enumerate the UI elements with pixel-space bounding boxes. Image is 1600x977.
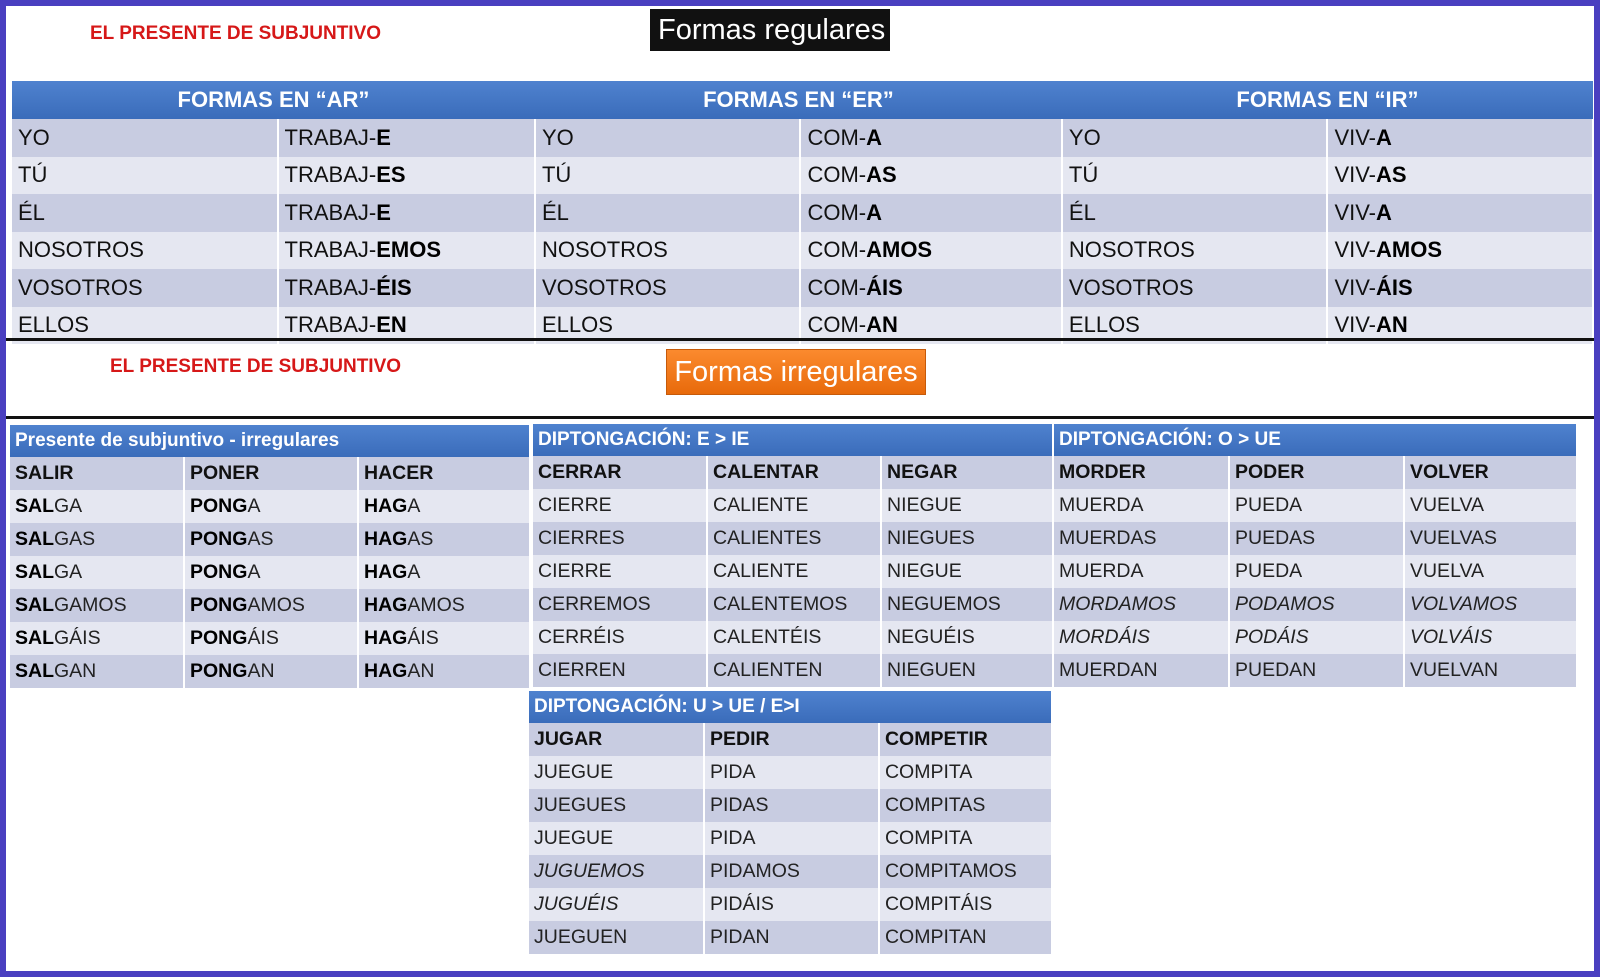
verb-ending: A: [866, 199, 882, 225]
verb-ending: GA: [54, 561, 83, 583]
irregular-forms-badge: Formas irregulares: [666, 349, 926, 395]
conjugation-cell: [10, 523, 184, 556]
regular-forms-table: [12, 81, 1594, 344]
verb-ending: ÁIS: [866, 274, 903, 300]
conjugation-cell: PUEDAN: [1229, 654, 1404, 687]
pronoun-cell: NOSOTROS: [1062, 232, 1328, 270]
conjugation-cell: PIDA: [704, 756, 879, 789]
pronoun-cell: VOSOTROS: [535, 269, 801, 307]
regular-forms-badge: Formas regulares: [650, 9, 890, 51]
verb-stem: TRABAJ-: [284, 312, 377, 338]
conjugation-cell-ar: [278, 269, 535, 307]
conjugation-cell: MUERDA: [1054, 489, 1229, 522]
table-row: [12, 194, 1593, 232]
verb-ending: ÁIS: [407, 627, 439, 649]
pronoun-cell: ELLOS: [1062, 307, 1328, 345]
table-row: [529, 756, 1052, 789]
verb-header: CERRAR: [533, 456, 707, 489]
irregular-heading: EL PRESENTE DE SUBJUNTIVO: [110, 356, 402, 377]
table-row: [533, 588, 1053, 621]
conjugation-cell: MORDAMOS: [1054, 588, 1229, 621]
slide: [6, 6, 1594, 971]
section-divider: [6, 338, 1594, 341]
verb-header: JUGAR: [529, 723, 704, 756]
verb-header-row: [529, 723, 1052, 756]
pronoun-cell: TÚ: [12, 157, 278, 195]
pronoun-cell: ELLOS: [12, 307, 278, 345]
diphthong-u-ue-table: [529, 691, 1053, 954]
table-row: [10, 490, 530, 523]
conjugation-cell-er: [800, 157, 1061, 195]
verb-header-row: [1054, 456, 1577, 489]
table-title: DIPTONGACIÓN: U > UE / E>I: [529, 691, 1052, 723]
conjugation-cell: [358, 622, 530, 655]
conjugation-cell-ir: [1327, 194, 1593, 232]
verb-ending: AMOS: [407, 594, 465, 616]
group-ar-header: FORMAS EN “AR”: [12, 81, 535, 119]
verb-header: HACER: [358, 457, 530, 490]
verb-stem: PONG: [190, 528, 248, 550]
verb-ending: EMOS: [376, 237, 441, 263]
verb-stem: TRABAJ-: [284, 274, 377, 300]
verb-stem: PONG: [190, 594, 248, 616]
verb-ending: E: [376, 199, 391, 225]
verb-stem: COM-: [807, 312, 867, 338]
conjugation-cell: PUEDA: [1229, 555, 1404, 588]
pronoun-cell: ÉL: [1062, 194, 1328, 232]
verb-stem: PONG: [190, 495, 248, 517]
table-row: [12, 157, 1593, 195]
pronoun-cell: ÉL: [12, 194, 278, 232]
conjugation-cell: CIERRE: [533, 489, 707, 522]
conjugation-cell: JUGUEMOS: [529, 855, 704, 888]
verb-stem: HAG: [364, 528, 408, 550]
verb-header: PONER: [184, 457, 358, 490]
verb-ending: GAN: [54, 660, 97, 682]
table-row: [529, 921, 1052, 954]
conjugation-cell: CALIENTES: [707, 522, 881, 555]
table-row: [1054, 654, 1577, 687]
conjugation-cell: MUERDAS: [1054, 522, 1229, 555]
verb-stem: TRABAJ-: [284, 124, 377, 150]
conjugation-cell: MORDÁIS: [1054, 621, 1229, 654]
table-row: [10, 556, 530, 589]
verb-ending: GA: [54, 495, 83, 517]
verb-ending: A: [247, 561, 261, 583]
diphthong-e-ie-table: [533, 424, 1054, 687]
conjugation-cell: VUELVA: [1404, 555, 1577, 588]
conjugation-cell-er: [800, 119, 1061, 157]
conjugation-cell: [184, 490, 358, 523]
conjugation-cell: VUELVA: [1404, 489, 1577, 522]
verb-header: CALENTAR: [707, 456, 881, 489]
verb-ending: A: [247, 495, 261, 517]
conjugation-cell-er: [800, 232, 1061, 270]
conjugation-cell: [184, 556, 358, 589]
verb-ending: A: [866, 124, 882, 150]
pronoun-cell: YO: [12, 119, 278, 157]
conjugation-cell: MUERDA: [1054, 555, 1229, 588]
conjugation-cell: COMPITAMOS: [879, 855, 1052, 888]
verb-ending: AN: [1376, 312, 1408, 338]
conjugation-cell: JUEGUEN: [529, 921, 704, 954]
verb-stem: TRABAJ-: [284, 237, 377, 263]
table-row: [529, 855, 1052, 888]
verb-stem: SAL: [15, 561, 54, 583]
conjugation-cell: VUELVAS: [1404, 522, 1577, 555]
table-row: [533, 555, 1053, 588]
table-row: [529, 888, 1052, 921]
verb-stem: SAL: [15, 495, 54, 517]
verb-ending: A: [1376, 199, 1392, 225]
verb-ending: E: [376, 124, 391, 150]
verb-stem: VIV-: [1334, 274, 1377, 300]
conjugation-cell: [10, 655, 184, 688]
table-title-row: [1054, 424, 1577, 456]
verb-stem: HAG: [364, 660, 408, 682]
verb-stem: SAL: [15, 528, 54, 550]
verb-ending: AS: [866, 162, 897, 188]
verb-ending: GAMOS: [54, 594, 127, 616]
conjugation-cell: PIDA: [704, 822, 879, 855]
conjugation-cell: NIEGUES: [881, 522, 1053, 555]
verb-ending: GÁIS: [54, 627, 101, 649]
verb-stem: PONG: [190, 660, 248, 682]
verb-stem: VIV-: [1334, 199, 1377, 225]
verb-stem: COM-: [807, 237, 867, 263]
table-row: [533, 654, 1053, 687]
verb-stem: VIV-: [1334, 124, 1377, 150]
pronoun-cell: TÚ: [535, 157, 801, 195]
table-row: [1054, 588, 1577, 621]
verb-stem: SAL: [15, 594, 54, 616]
conjugation-cell: NIEGUEN: [881, 654, 1053, 687]
conjugation-cell: CALIENTE: [707, 555, 881, 588]
verb-ending: AN: [866, 312, 898, 338]
verb-stem: HAG: [364, 627, 408, 649]
pronoun-cell: VOSOTROS: [12, 269, 278, 307]
table-row: [12, 119, 1593, 157]
group-ir-header: FORMAS EN “IR”: [1062, 81, 1593, 119]
table-title-row: [529, 691, 1052, 723]
verb-ending: AS: [407, 528, 434, 550]
pronoun-cell: NOSOTROS: [535, 232, 801, 270]
verb-ending: AMOS: [866, 237, 933, 263]
verb-header: PEDIR: [704, 723, 879, 756]
conjugation-cell: PODAMOS: [1229, 588, 1404, 621]
verb-stem: COM-: [807, 199, 867, 225]
verb-stem: COM-: [807, 162, 867, 188]
table-row: [10, 655, 530, 688]
table-row: [533, 522, 1053, 555]
verb-ending: AN: [407, 660, 435, 682]
table-row: [10, 622, 530, 655]
verb-header: SALIR: [10, 457, 184, 490]
conjugation-cell: CERREMOS: [533, 588, 707, 621]
table-title-row: [10, 425, 530, 457]
table-row: [10, 589, 530, 622]
verb-header: VOLVER: [1404, 456, 1577, 489]
conjugation-cell-er: [800, 269, 1061, 307]
conjugation-cell: CALIENTE: [707, 489, 881, 522]
conjugation-cell: JUGUÉIS: [529, 888, 704, 921]
table-row: [533, 489, 1053, 522]
verb-stem: SAL: [15, 660, 54, 682]
regular-group-header: [12, 81, 1593, 119]
section-divider: [6, 416, 1594, 419]
verb-header: MORDER: [1054, 456, 1229, 489]
pronoun-cell: VOSOTROS: [1062, 269, 1328, 307]
verb-header-row: [10, 457, 530, 490]
conjugation-cell: NIEGUE: [881, 555, 1053, 588]
table-row: [1054, 489, 1577, 522]
conjugation-cell: PIDAMOS: [704, 855, 879, 888]
conjugation-cell: JUEGUE: [529, 756, 704, 789]
verb-stem: HAG: [364, 594, 408, 616]
verb-header: COMPETIR: [879, 723, 1052, 756]
conjugation-cell: [358, 655, 530, 688]
verb-stem: TRABAJ-: [284, 199, 377, 225]
verb-stem: COM-: [807, 274, 867, 300]
conjugation-cell: [184, 523, 358, 556]
conjugation-cell: CERRÉIS: [533, 621, 707, 654]
conjugation-cell: COMPITAS: [879, 789, 1052, 822]
table-row: [529, 822, 1052, 855]
regular-heading: EL PRESENTE DE SUBJUNTIVO: [90, 23, 382, 44]
conjugation-cell-ar: [278, 119, 535, 157]
conjugation-cell: COMPITÁIS: [879, 888, 1052, 921]
conjugation-cell-ir: [1327, 157, 1593, 195]
conjugation-cell: [184, 589, 358, 622]
conjugation-cell: JUEGUES: [529, 789, 704, 822]
conjugation-cell-ir: [1327, 119, 1593, 157]
verb-ending: GAS: [54, 528, 96, 550]
conjugation-cell: PUEDA: [1229, 489, 1404, 522]
table-title: DIPTONGACIÓN: O > UE: [1054, 424, 1577, 456]
verb-ending: A: [407, 561, 421, 583]
pronoun-cell: NOSOTROS: [12, 232, 278, 270]
conjugation-cell-ir: [1327, 269, 1593, 307]
table-row: [1054, 522, 1577, 555]
verb-ending: AN: [247, 660, 275, 682]
table-row: [12, 269, 1593, 307]
conjugation-cell: CIERREN: [533, 654, 707, 687]
table-title: DIPTONGACIÓN: E > IE: [533, 424, 1053, 456]
conjugation-cell: VOLVAMOS: [1404, 588, 1577, 621]
verb-stem: VIV-: [1334, 237, 1377, 263]
verb-header-row: [533, 456, 1053, 489]
verb-ending: ÁIS: [247, 627, 279, 649]
verb-header: PODER: [1229, 456, 1404, 489]
pronoun-cell: YO: [1062, 119, 1328, 157]
irregular-table-go: [10, 425, 531, 688]
conjugation-cell: CIERRE: [533, 555, 707, 588]
conjugation-cell: [10, 556, 184, 589]
conjugation-cell: PODÁIS: [1229, 621, 1404, 654]
verb-ending: AS: [1376, 162, 1407, 188]
table-row: [10, 523, 530, 556]
table-row: [533, 621, 1053, 654]
conjugation-cell: [184, 622, 358, 655]
verb-ending: ES: [376, 162, 406, 188]
conjugation-cell: JUEGUE: [529, 822, 704, 855]
conjugation-cell: NEGUÉIS: [881, 621, 1053, 654]
conjugation-cell: [10, 622, 184, 655]
pronoun-cell: ELLOS: [535, 307, 801, 345]
verb-stem: HAG: [364, 561, 408, 583]
conjugation-cell-er: [800, 194, 1061, 232]
verb-stem: PONG: [190, 561, 248, 583]
verb-stem: VIV-: [1334, 312, 1377, 338]
conjugation-cell: CALENTEMOS: [707, 588, 881, 621]
conjugation-cell: VUELVAN: [1404, 654, 1577, 687]
conjugation-cell: [10, 589, 184, 622]
verb-ending: ÁIS: [1376, 274, 1413, 300]
verb-header: NEGAR: [881, 456, 1053, 489]
conjugation-cell: NEGUEMOS: [881, 588, 1053, 621]
conjugation-cell: [10, 490, 184, 523]
conjugation-cell-ar: [278, 157, 535, 195]
table-row: [529, 789, 1052, 822]
conjugation-cell: PIDAS: [704, 789, 879, 822]
group-er-header: FORMAS EN “ER”: [535, 81, 1062, 119]
conjugation-cell: [184, 655, 358, 688]
pronoun-cell: ÉL: [535, 194, 801, 232]
conjugation-cell: [358, 490, 530, 523]
verb-stem: SAL: [15, 627, 54, 649]
table-row: [1054, 621, 1577, 654]
pronoun-cell: TÚ: [1062, 157, 1328, 195]
table-title-row: [533, 424, 1053, 456]
conjugation-cell-ir: [1327, 232, 1593, 270]
conjugation-cell: [358, 589, 530, 622]
conjugation-cell: MUERDAN: [1054, 654, 1229, 687]
conjugation-cell: PIDÁIS: [704, 888, 879, 921]
verb-ending: AMOS: [1376, 237, 1443, 263]
table-row: [1054, 555, 1577, 588]
verb-stem: VIV-: [1334, 162, 1377, 188]
verb-ending: AMOS: [247, 594, 305, 616]
verb-ending: ÉIS: [376, 274, 412, 300]
conjugation-cell: NIEGUE: [881, 489, 1053, 522]
conjugation-cell: CALENTÉIS: [707, 621, 881, 654]
conjugation-cell: [358, 556, 530, 589]
conjugation-cell: PIDAN: [704, 921, 879, 954]
verb-ending: AS: [247, 528, 274, 550]
conjugation-cell: [358, 523, 530, 556]
table-title: Presente de subjuntivo - irregulares: [10, 425, 530, 457]
conjugation-cell-ar: [278, 232, 535, 270]
verb-stem: HAG: [364, 495, 408, 517]
conjugation-cell: CIERRES: [533, 522, 707, 555]
conjugation-cell: VOLVÁIS: [1404, 621, 1577, 654]
conjugation-cell: COMPITA: [879, 756, 1052, 789]
conjugation-cell: PUEDAS: [1229, 522, 1404, 555]
conjugation-cell: CALIENTEN: [707, 654, 881, 687]
conjugation-cell: COMPITAN: [879, 921, 1052, 954]
verb-ending: A: [407, 495, 421, 517]
diphthong-o-ue-table: [1054, 424, 1578, 687]
verb-stem: COM-: [807, 124, 867, 150]
conjugation-cell: COMPITA: [879, 822, 1052, 855]
verb-stem: PONG: [190, 627, 248, 649]
pronoun-cell: YO: [535, 119, 801, 157]
verb-stem: TRABAJ-: [284, 162, 377, 188]
table-row: [12, 232, 1593, 270]
conjugation-cell-ar: [278, 194, 535, 232]
verb-ending: A: [1376, 124, 1392, 150]
verb-ending: EN: [376, 312, 407, 338]
